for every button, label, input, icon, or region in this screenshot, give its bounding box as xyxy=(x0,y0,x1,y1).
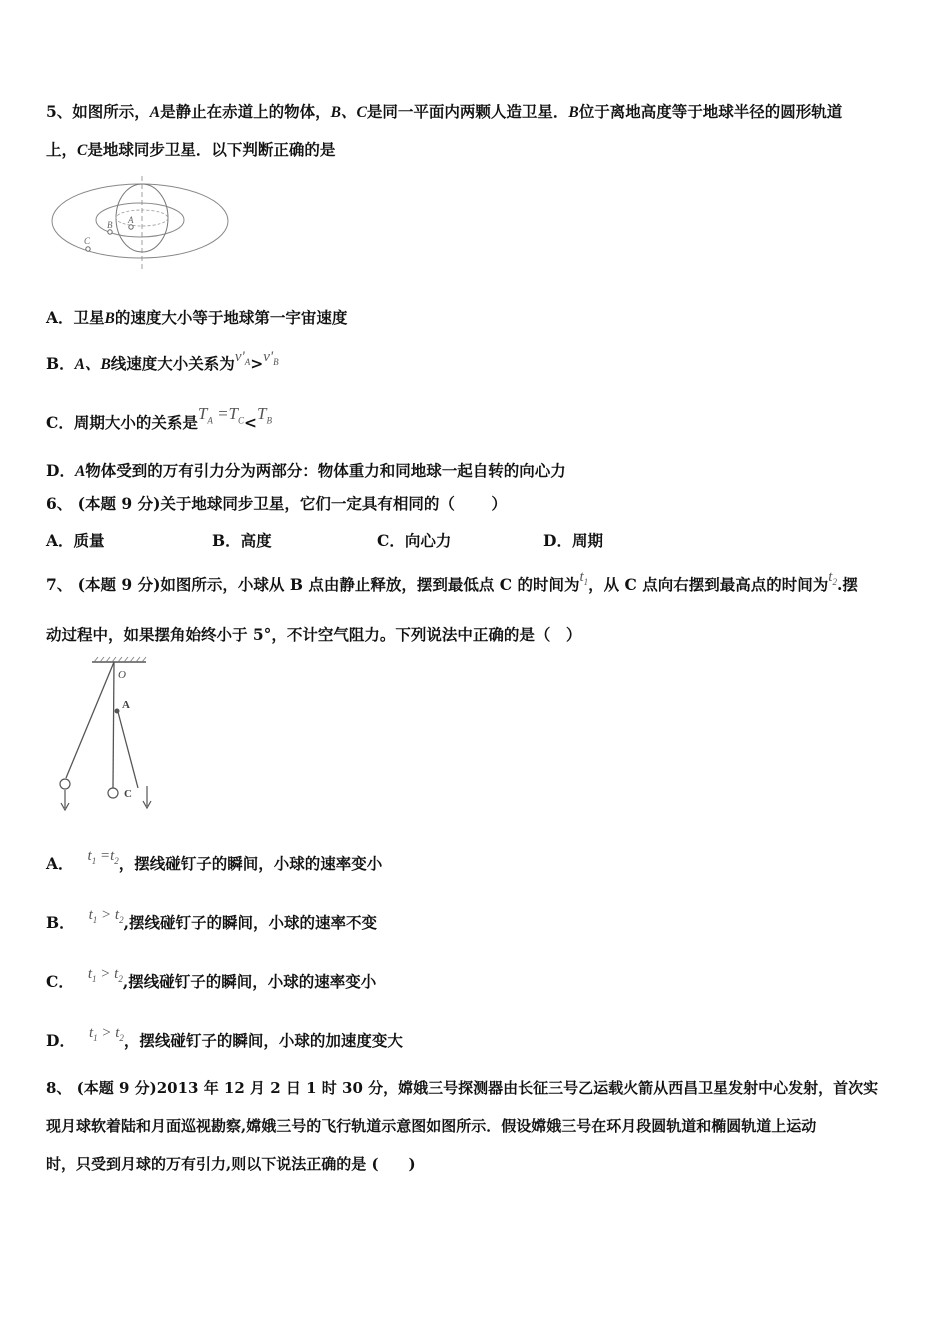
q5-option-text: 的速度大小等于地球第一宇宙速度 xyxy=(114,308,348,327)
subscript: 2 xyxy=(118,974,123,984)
q5-option-text: C．周期大小的关系是 xyxy=(46,413,198,432)
q5-option-text: 线速度大小关系为 xyxy=(110,354,235,373)
q7-option-text: ,摆线碰钉子的瞬间，小球的速率不变 xyxy=(123,913,377,932)
formula-t1-t2 xyxy=(89,1025,124,1041)
q5-stem-line2 xyxy=(46,140,335,161)
label-a: A xyxy=(122,699,130,711)
q5-text: 是静止在赤道上的物体， xyxy=(160,102,331,121)
q5-orbit-figure xyxy=(46,176,236,272)
subscript: 1 xyxy=(91,856,97,866)
q6-stem: 6、 (本题 9 分)关于地球同步卫星，它们一定具有相同的（ ） xyxy=(46,494,507,513)
q5-var-b: B xyxy=(104,310,115,327)
q8-stem-line3: 时，只受到月球的万有引力,则以下说法正确的是 ( ) xyxy=(46,1155,416,1173)
q7-text: .摆 xyxy=(836,575,858,594)
q5-text: 位于离地高度等于地球半径的圆形轨道 xyxy=(578,102,843,121)
symbol-t: t xyxy=(88,1025,94,1041)
symbol-t: t xyxy=(579,569,584,585)
symbol-t: t xyxy=(828,569,833,585)
q7-stem-line1 xyxy=(46,569,858,601)
symbol-v: v' xyxy=(234,349,245,365)
subscript: 1 xyxy=(583,577,589,587)
q5-option-text: 物体受到的万有引力分为两部分：物体重力和同地球一起自转的向心力 xyxy=(85,461,566,480)
q7-text: 7、 (本题 9 分)如图所示，小球从 B 点由静止释放，摆到最低点 C 的时间为 xyxy=(46,575,580,594)
q5-text: 是地球同步卫星．以下判断正确的是 xyxy=(87,140,336,159)
formula-t1-t2 xyxy=(89,907,124,923)
q7-option-d xyxy=(46,1025,403,1057)
ball-left xyxy=(60,779,70,789)
label-c: C xyxy=(124,788,132,800)
q6-option-b: B．高度 xyxy=(212,531,272,550)
q7-option-letter: B． xyxy=(46,913,75,932)
relation: > xyxy=(100,966,111,982)
subscript: 1 xyxy=(92,974,97,984)
subscript: A xyxy=(244,357,251,367)
formula-va xyxy=(235,349,250,365)
symbol-t: t xyxy=(114,907,120,923)
q5-option-a xyxy=(46,308,347,329)
q7-option-b xyxy=(46,907,377,939)
subscript: C xyxy=(238,415,245,426)
q8-stem-line1: 8、 (本题 9 分)2013 年 12 月 2 日 1 时 30 分，嫦娥三号探测器由长征三号乙运载火箭从西昌卫星发射中心发射，首次实 xyxy=(46,1079,879,1097)
ball-c xyxy=(108,788,118,798)
q5-var-a: A xyxy=(74,463,86,480)
subscript: 2 xyxy=(114,856,119,866)
q5-option-c xyxy=(46,404,272,439)
q7-option-a xyxy=(46,848,383,880)
relation: < xyxy=(244,413,258,432)
formula-t1-t2 xyxy=(88,848,119,864)
q5-var-bc: B、C xyxy=(330,104,367,121)
q5-option-b xyxy=(46,349,279,380)
subscript: A xyxy=(207,415,213,426)
q6-option-c: C．向心力 xyxy=(377,531,452,550)
q7-text: ，从 C 点向右摆到最高点的时间为 xyxy=(588,575,829,594)
symbol-t: T xyxy=(228,404,239,423)
symbol-v: v' xyxy=(263,349,274,365)
subscript: B xyxy=(266,415,272,426)
q5-text: 5、如图所示， xyxy=(46,102,150,121)
q6-option-a: A．质量 xyxy=(46,531,105,550)
symbol-t: T xyxy=(197,404,208,423)
formula-ta xyxy=(197,404,245,426)
symbol-t: t xyxy=(88,907,93,923)
orbit-c xyxy=(52,184,228,258)
q7-option-c xyxy=(46,966,377,998)
relation: = xyxy=(99,848,111,864)
q7-option-letter: D． xyxy=(46,1031,75,1050)
q5-var-b: B xyxy=(568,104,579,121)
point-a xyxy=(129,225,133,229)
subscript: 2 xyxy=(119,915,124,925)
label-o: O xyxy=(118,669,126,681)
q7-option-text: ，摆线碰钉子的瞬间，小球的加速度变大 xyxy=(123,1031,403,1050)
q5-text: 上， xyxy=(46,140,78,159)
nail-a xyxy=(115,709,120,714)
q5-option-d xyxy=(46,461,566,482)
q5-var-ab: A、B xyxy=(74,356,111,373)
formula-t1-t2 xyxy=(88,966,123,982)
point-c xyxy=(86,247,90,251)
symbol-t: t xyxy=(87,966,93,982)
subscript: B xyxy=(273,357,279,367)
subscript: 1 xyxy=(93,1033,98,1043)
subscript: 2 xyxy=(119,1033,124,1043)
string-left xyxy=(66,662,114,778)
q7-pendulum-figure xyxy=(50,656,170,814)
symbol-t: t xyxy=(115,1025,120,1041)
relation: > xyxy=(101,907,112,923)
symbol-t: T xyxy=(257,404,267,423)
q5-option-text: B． xyxy=(46,354,75,373)
q7-option-letter: A． xyxy=(46,854,74,873)
label-c: C xyxy=(84,236,91,246)
q7-option-text: ,摆线碰钉子的瞬间，小球的速率变小 xyxy=(122,972,377,991)
q7-option-letter: C． xyxy=(46,972,74,991)
formula-vb xyxy=(263,349,278,365)
q6-option-d: D．周期 xyxy=(543,531,603,550)
q7-option-text: ，摆线碰钉子的瞬间，小球的速率变小 xyxy=(118,854,383,873)
subscript: 2 xyxy=(832,577,837,587)
symbol-t: t xyxy=(114,966,119,982)
relation: > xyxy=(101,1025,112,1041)
q5-stem-line1 xyxy=(46,102,842,123)
point-b xyxy=(108,230,112,234)
relation: = xyxy=(217,404,229,423)
string-right xyxy=(118,712,138,788)
symbol-t: t xyxy=(87,848,92,864)
subscript: 1 xyxy=(92,915,98,925)
label-a: A xyxy=(128,215,134,225)
q8-stem-line2: 现月球软着陆和月面巡视勘察,嫦娥三号的飞行轨道示意图如图所示．假设嫦娥三号在环月段圆轨道和椭圆轨道上运动 xyxy=(46,1117,817,1135)
relation: > xyxy=(250,354,264,373)
formula-t2 xyxy=(828,569,837,585)
formula-tb xyxy=(257,404,272,426)
string-center xyxy=(113,662,114,788)
q7-stem-line2: 动过程中，如果摆角始终小于 5°，不计空气阻力。下列说法中正确的是（ ） xyxy=(46,625,582,644)
q5-var-a: A xyxy=(149,104,161,121)
symbol-t: t xyxy=(110,848,115,864)
q5-option-text: D． xyxy=(46,461,75,480)
q5-text: 是同一平面内两颗人造卫星． xyxy=(366,102,569,121)
label-b: B xyxy=(107,220,113,230)
q5-var-c: C xyxy=(77,142,88,159)
formula-t1 xyxy=(579,569,588,585)
q5-option-text: A．卫星 xyxy=(46,308,105,327)
